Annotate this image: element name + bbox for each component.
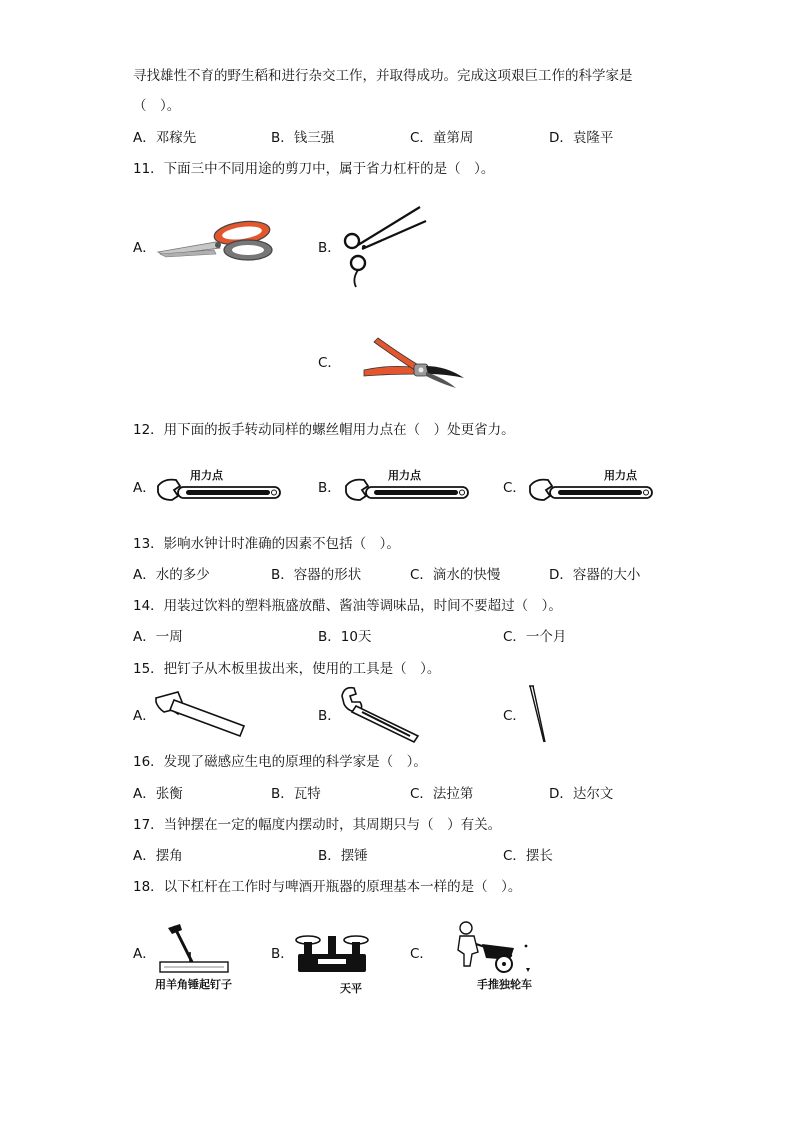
q12-force-label-b: 用力点	[388, 469, 421, 482]
q16-option-c: C．法拉第	[410, 786, 474, 802]
intro-option-b: B．钱三强	[271, 130, 335, 146]
wrench-icon	[338, 684, 424, 744]
q14-option-c: C．一个月	[503, 629, 567, 645]
question-14-stem: 14．用装过饮料的塑料瓶盛放醋、酱油等调味品，时间不要超过（ ）。	[133, 598, 562, 614]
wrench-icon	[150, 466, 285, 506]
hair-scissors-icon	[340, 205, 430, 289]
q12-label-a: A．	[133, 480, 156, 496]
question-12-stem: 12．用下面的扳手转动同样的螺丝帽用力点在（ ）处更省力。	[133, 422, 515, 438]
q11-label-c: C．	[318, 355, 341, 371]
question-intro-line1: 寻找雄性不育的野生稻和进行杂交工作，并取得成功。完成这项艰巨工作的科学家是	[133, 68, 633, 84]
question-11-stem: 11．下面三中不同用途的剪刀中，属于省力杠杆的是（ ）。	[133, 161, 495, 177]
wheelbarrow-icon	[452, 920, 540, 976]
q18-label-a: A．	[133, 946, 156, 962]
q13-option-d: D．容器的大小	[549, 567, 641, 583]
q16-option-d: D．达尔文	[549, 786, 614, 802]
q15-label-c: C．	[503, 708, 526, 724]
q17-option-a: A．摆角	[133, 848, 183, 864]
question-13-stem: 13．影响水钟计时准确的因素不包括（ ）。	[133, 536, 400, 552]
q12-label-c: C．	[503, 480, 526, 496]
question-18-stem: 18．以下杠杆在工作时与啤酒开瓶器的原理基本一样的是（ ）。	[133, 879, 522, 895]
hammer-icon	[152, 688, 248, 738]
q18-caption-b: 天平	[340, 982, 362, 995]
q13-option-a: A．水的多少	[133, 567, 210, 583]
q18-caption-c: 手推独轮车	[477, 978, 532, 991]
intro-option-d: D．袁隆平	[549, 130, 614, 146]
q13-option-c: C．滴水的快慢	[410, 567, 501, 583]
q13-option-b: B．容器的形状	[271, 567, 362, 583]
q18-label-c: C．	[410, 946, 433, 962]
question-17-stem: 17．当钟摆在一定的幅度内摆动时，其周期只与（ ）有关。	[133, 817, 502, 833]
question-15-stem: 15．把钉子从木板里拔出来，使用的工具是（ ）。	[133, 661, 441, 677]
q14-option-b: B．10天	[318, 629, 372, 645]
q17-option-b: B．摆锤	[318, 848, 368, 864]
pruning-shears-icon	[360, 336, 470, 392]
q12-force-label-c: 用力点	[604, 469, 637, 482]
question-intro-line2: （ ）。	[133, 98, 181, 114]
q11-label-a: A．	[133, 240, 156, 256]
q12-label-b: B．	[318, 480, 341, 496]
tweezers-icon	[526, 684, 550, 746]
intro-option-a: A．邓稼先	[133, 130, 197, 146]
question-16-stem: 16．发现了磁感应生电的原理的科学家是（ ）。	[133, 754, 427, 770]
q18-caption-a: 用羊角锤起钉子	[155, 978, 232, 991]
intro-option-c: C．童第周	[410, 130, 474, 146]
q11-label-b: B．	[318, 240, 341, 256]
claw-hammer-icon	[156, 922, 232, 974]
q12-force-label-a: 用力点	[190, 469, 223, 482]
q18-label-b: B．	[271, 946, 294, 962]
q16-option-b: B．瓦特	[271, 786, 321, 802]
q16-option-a: A．张衡	[133, 786, 183, 802]
wrench-icon	[522, 466, 657, 506]
q15-label-b: B．	[318, 708, 341, 724]
balance-scale-icon	[294, 926, 370, 976]
q15-label-a: A．	[133, 708, 156, 724]
wrench-icon	[338, 466, 473, 506]
q17-option-c: C．摆长	[503, 848, 553, 864]
q14-option-a: A．一周	[133, 629, 183, 645]
kitchen-scissors-icon	[156, 218, 274, 264]
